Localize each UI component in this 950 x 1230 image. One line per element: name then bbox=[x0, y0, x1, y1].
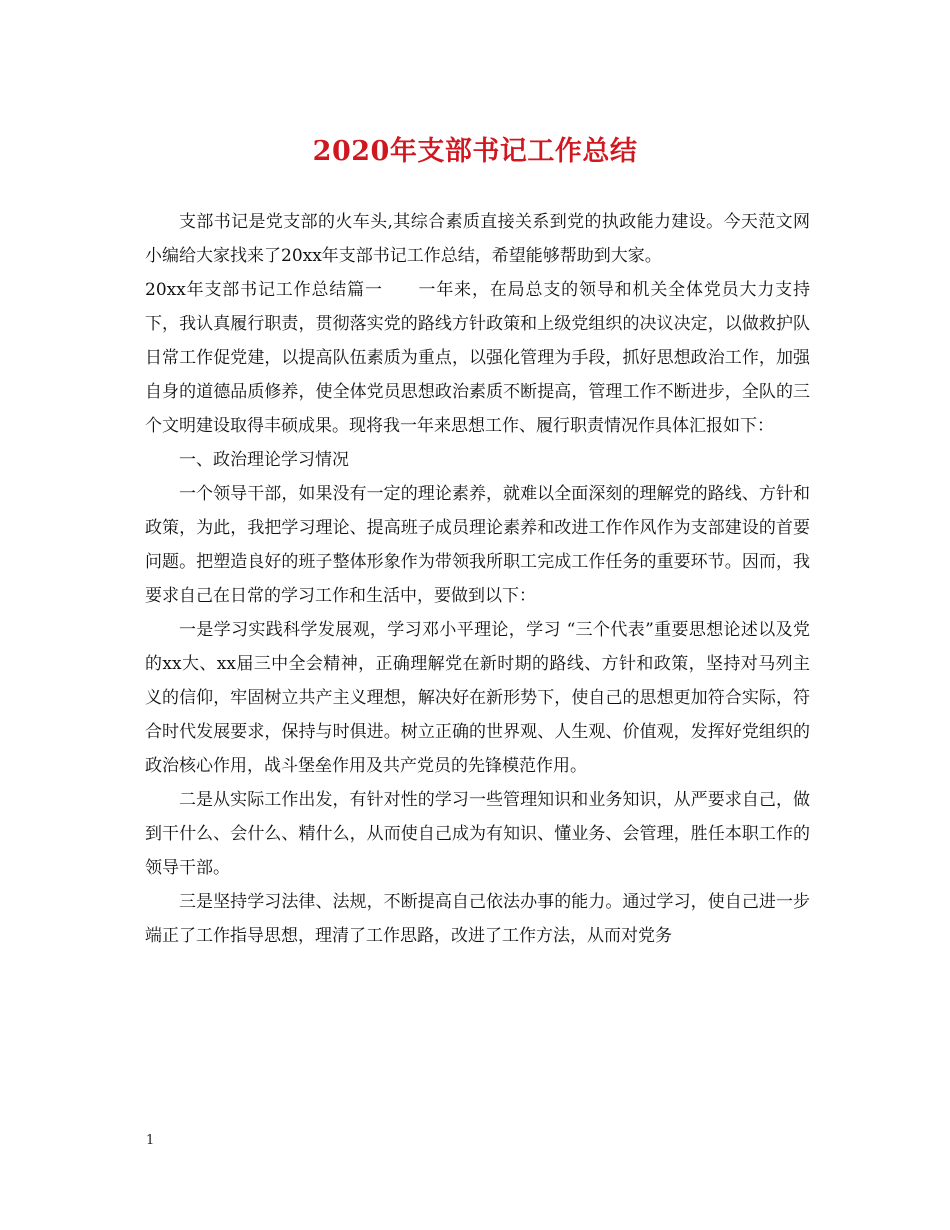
body-paragraph: 三是坚持学习法律、法规，不断提高自己依法办事的能力。通过学习，使自己进一步端正了工作指导思想，理清了工作思路，改进了工作方法，从而对党务 bbox=[145, 892, 810, 946]
section-heading: 一、政治理论学习情况 bbox=[179, 450, 349, 470]
body-paragraph: 二是从实际工作出发，有针对性的学习一些管理知识和业务知识，从严要求自己，做到干什么、会什么、精什么，从而使自己成为有知识、懂业务、会管理，胜任本职工作的领导干部。 bbox=[145, 790, 810, 878]
report-opening-paragraph: 20xx年支部书记工作总结篇一 一年来，在局总支的领导和机关全体党员大力支持下，我认真履行职责，贯彻落实党的路线方针政策和上级党组织的决议决定，以做救护队日常工作促党建，以提高队伍素质为重点，以强化管理为手段，抓好思想政治工作，加强自身的道德品质修养，使全体党员思想政治素质不断提高，管理工作不断进步，全队的三个文明建设取得丰硕成果。现将我一年来思想工作、履行职责情况作具体汇报如下： bbox=[145, 280, 810, 436]
page-number: 1 bbox=[146, 1133, 155, 1148]
document-body bbox=[145, 205, 810, 953]
document-title: 2020年支部书记工作总结 bbox=[312, 136, 638, 167]
body-paragraph: 一是学习实践科学发展观，学习邓小平理论，学习 “三个代表”重要思想论述以及党的xx大、xx届三中全会精神，正确理解党在新时期的路线、方针和政策，坚持对马列主义的信仰，牢固树立共产主义理想，解决好在新形势下，使自己的思想更加符合实际，符合时代发展要求，保持与时俱进。树立正确的世界观、人生观、价值观，发挥好党组织的政治核心作用，战斗堡垒作用及共产党员的先锋模范作用。 bbox=[145, 620, 810, 776]
body-paragraph: 一个领导干部，如果没有一定的理论素养，就难以全面深刻的理解党的路线、方针和政策，为此，我把学习理论、提高班子成员理论素养和改进工作作风作为支部建设的首要问题。把塑造良好的班子整体形象作为带领我所职工完成工作任务的重要环节。因而，我要求自己在日常的学习工作和生活中，要做到以下： bbox=[145, 484, 810, 606]
intro-paragraph: 支部书记是党支部的火车头,其综合素质直接关系到党的执政能力建设。今天范文网小编给大家找来了20xx年支部书记工作总结，希望能够帮助到大家。 bbox=[145, 212, 810, 266]
